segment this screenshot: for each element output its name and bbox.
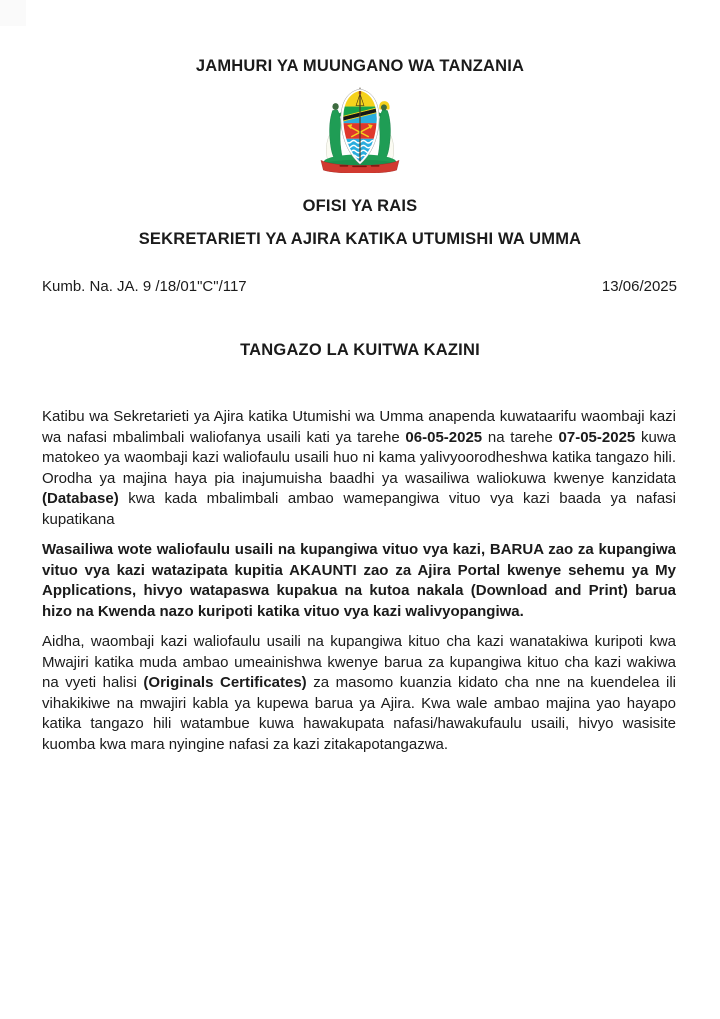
scan-artifact: [0, 0, 26, 26]
secretariat-title: SEKRETARIETI YA AJIRA KATIKA UTUMISHI WA UMMA: [138, 230, 582, 248]
paragraph-1: Katibu wa Sekretarieti ya Ajira katika Utumishi wa Umma anapenda kuwataarifu waombaji kazi wa nafasi mbalimbali waliofanya usaili kati ya tarehe 06-05-2025 na tarehe 07-05-2025 kuwa matokeo ya waombaji kazi waliofaulu usaili huo ni kama yalivyoorodheshwa katika tangazo hili. Orodha ya majina haya pia inajumuisha baadhi ya wasailiwa waliokuwa kwenye kanzidata (Database) kwa kada mbalimbali ambao wamepangiwa vituo vya kazi baada ya nafasi kupatikana: [42, 408, 677, 528]
announcement-heading: TANGAZO LA KUITWA KAZINI: [240, 341, 480, 359]
office-title: OFISI YA RAIS: [302, 197, 418, 215]
document-date: 13/06/2025: [601, 278, 677, 295]
republic-title: JAMHURI YA MUUNGANO WA TANZANIA: [195, 57, 525, 75]
emblem: [0, 87, 720, 173]
tanzania-coat-of-arms-icon: [310, 87, 410, 173]
reference-row: [42, 278, 677, 296]
paragraph-2: Wasailiwa wote waliofaulu usaili na kupangiwa vituo vya kazi, BARUA zao za kupangiwa vituo vya kazi watazipata kupitia AKAUNTI zao za Ajira Portal kwenye sehemu ya My Applications, hivyo watapaswa kupakua na kutoa nakala (Download and Print) barua hizo na Kwenda nazo kuripoti katika vituo vya kazi walivyopangiwa.: [42, 541, 676, 620]
paragraph-3: Aidha, waombaji kazi waliofaulu usaili na kupangiwa kituo cha kazi wanatakiwa kuripoti kwa Mwajiri katika muda ambao umeainishwa kwenye barua za kupangiwa kituo cha kazi wakiwa na vyeti halisi (Originals Certificates) za masomo kuanzia kidato cha nne na kuendelea ili vihakikiwe na mwajiri kabla ya kupewa barua ya Ajira. Kwa wale ambao majina yao hayapo katika tangazo hili watambue kuwa hawakupata nafasi/hawakufaulu usaili, hivyo wasisite kuomba kwa mara nyingine nafasi za kazi zitakapotangazwa.: [42, 633, 676, 753]
body-paragraphs: [42, 407, 676, 755]
reference-number: Kumb. Na. JA. 9 /18/01"C"/117: [42, 278, 247, 295]
